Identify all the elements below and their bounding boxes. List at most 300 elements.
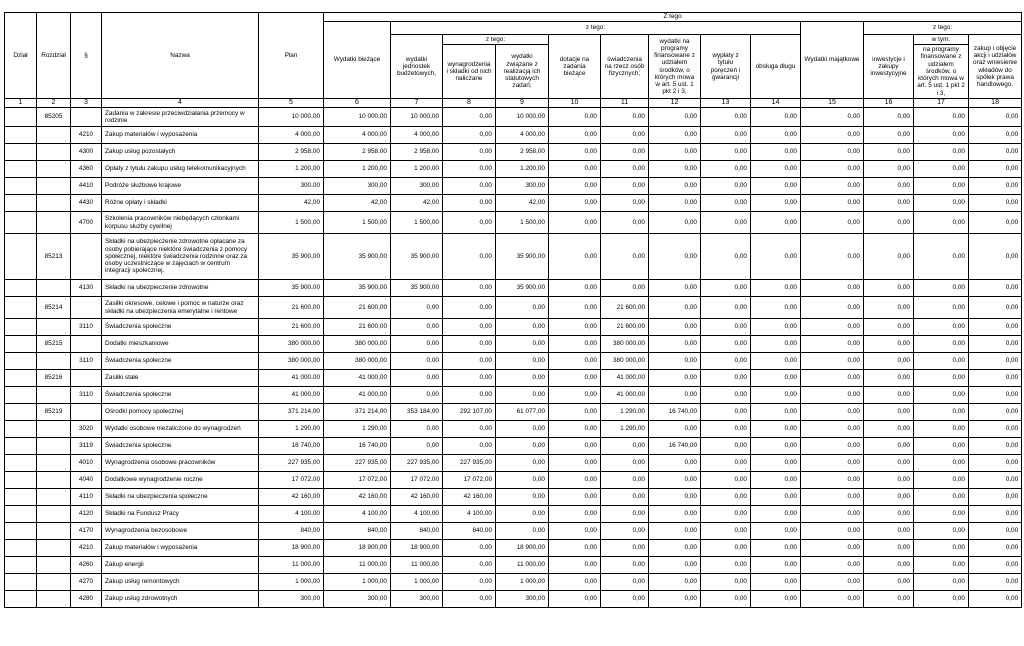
cell-value: 0,00 (701, 212, 751, 234)
cell-paragraf: 4210 (71, 540, 102, 557)
cell-value: 0,00 (914, 297, 969, 319)
cell-value: 0,00 (549, 195, 601, 212)
cell-value: 0,00 (649, 353, 701, 370)
column-number: 16 (864, 99, 914, 108)
cell-value: 0,00 (751, 195, 801, 212)
cell-value: 0,00 (864, 108, 914, 127)
cell-dzial (5, 144, 37, 161)
cell-value: 0,00 (549, 212, 601, 234)
cell-value: 0,00 (391, 438, 443, 455)
cell-value: 0,00 (914, 455, 969, 472)
cell-value: 42 160,00 (443, 489, 496, 506)
cell-value: 380 000,00 (601, 336, 649, 353)
cell-value: 0,00 (443, 212, 496, 234)
cell-value: 0,00 (914, 557, 969, 574)
cell-value: 1 290,00 (259, 421, 324, 438)
cell-rozdzial (37, 472, 71, 489)
cell-paragraf: 4130 (71, 280, 102, 297)
cell-value: 0,00 (801, 319, 864, 336)
cell-value: 0,00 (801, 108, 864, 127)
cell-value: 0,00 (864, 506, 914, 523)
cell-value: 0,00 (443, 161, 496, 178)
cell-value: 0,00 (443, 195, 496, 212)
cell-rozdzial (37, 195, 71, 212)
cell-paragraf: 4270 (71, 574, 102, 591)
cell-value: 0,00 (751, 489, 801, 506)
cell-value: 1 290,00 (601, 404, 649, 421)
cell-value: 0,00 (864, 421, 914, 438)
cell-value: 4 100,00 (443, 506, 496, 523)
cell-value: 42,00 (324, 195, 391, 212)
cell-value: 0,00 (701, 387, 751, 404)
cell-value: 0,00 (969, 161, 1022, 178)
cell-value: 0,00 (549, 336, 601, 353)
cell-rozdzial (37, 540, 71, 557)
cell-value: 0,00 (801, 195, 864, 212)
cell-dzial (5, 127, 37, 144)
cell-value: 0,00 (751, 472, 801, 489)
cell-dzial (5, 297, 37, 319)
cell-value: 0,00 (649, 212, 701, 234)
cell-value: 0,00 (864, 438, 914, 455)
cell-paragraf: 3110 (71, 353, 102, 370)
cell-value: 0,00 (649, 127, 701, 144)
cell-value: 0,00 (914, 195, 969, 212)
cell-value: 0,00 (751, 178, 801, 195)
cell-value: 0,00 (914, 161, 969, 178)
cell-value: 227 935,00 (443, 455, 496, 472)
header-paragraf: § (71, 13, 102, 99)
cell-value: 35 900,00 (259, 234, 324, 280)
cell-dzial (5, 387, 37, 404)
cell-value: 0,00 (701, 557, 751, 574)
cell-dzial (5, 212, 37, 234)
cell-value: 0,00 (601, 506, 649, 523)
cell-value: 0,00 (914, 387, 969, 404)
cell-nazwa: Zakup materiałów i wyposażenia (102, 540, 259, 557)
cell-value: 380 000,00 (601, 353, 649, 370)
cell-value: 35 900,00 (496, 234, 549, 280)
cell-dzial (5, 234, 37, 280)
cell-value: 0,00 (649, 557, 701, 574)
cell-value: 300,00 (324, 591, 391, 608)
header-z-tego: Z tego (324, 13, 1022, 22)
cell-paragraf (71, 370, 102, 387)
cell-value: 0,00 (969, 353, 1022, 370)
column-number: 7 (391, 99, 443, 108)
cell-value: 0,00 (549, 591, 601, 608)
cell-value: 0,00 (864, 234, 914, 280)
cell-value: 0,00 (549, 127, 601, 144)
cell-value: 0,00 (443, 336, 496, 353)
cell-dzial (5, 178, 37, 195)
cell-value: 0,00 (443, 574, 496, 591)
cell-value: 0,00 (751, 234, 801, 280)
cell-value: 0,00 (601, 455, 649, 472)
cell-value: 17 072,00 (443, 472, 496, 489)
cell-value: 41 000,00 (259, 370, 324, 387)
cell-value: 0,00 (701, 336, 751, 353)
cell-dzial (5, 506, 37, 523)
cell-value: 0,00 (649, 370, 701, 387)
cell-value: 0,00 (914, 591, 969, 608)
cell-value: 0,00 (751, 161, 801, 178)
cell-dzial (5, 421, 37, 438)
table-row (5, 591, 1022, 608)
table-row (5, 404, 1022, 421)
cell-value: 227 935,00 (391, 455, 443, 472)
table-row (5, 161, 1022, 178)
cell-value: 0,00 (701, 195, 751, 212)
cell-value: 0,00 (496, 523, 549, 540)
cell-rozdzial (37, 455, 71, 472)
cell-rozdzial: 85214 (37, 297, 71, 319)
cell-value: 0,00 (914, 336, 969, 353)
cell-value: 0,00 (443, 557, 496, 574)
cell-value: 0,00 (801, 161, 864, 178)
cell-nazwa: Dodatki mieszkaniowe (102, 336, 259, 353)
cell-value: 300,00 (259, 178, 324, 195)
cell-value: 0,00 (914, 421, 969, 438)
cell-value: 300,00 (259, 591, 324, 608)
cell-value: 0,00 (496, 438, 549, 455)
column-number: 4 (102, 99, 259, 108)
cell-value: 0,00 (969, 297, 1022, 319)
cell-value: 0,00 (969, 144, 1022, 161)
cell-value: 0,00 (701, 489, 751, 506)
cell-value: 0,00 (701, 144, 751, 161)
cell-value: 2 958,00 (496, 144, 549, 161)
cell-nazwa: Wynagrodzenia osobowe pracowników (102, 455, 259, 472)
cell-value: 0,00 (864, 574, 914, 591)
cell-value: 4 000,00 (324, 127, 391, 144)
cell-value: 0,00 (443, 280, 496, 297)
cell-value: 0,00 (969, 195, 1022, 212)
cell-value: 0,00 (969, 387, 1022, 404)
cell-value: 42 160,00 (391, 489, 443, 506)
header-wydatki-programy: wydatki na programy finansowane z udziałem środków, o których mowa w art. 5 ust. 1 pkt 2 i 3, (649, 35, 701, 99)
cell-value: 35 900,00 (391, 280, 443, 297)
cell-nazwa: Zakup usług pozostałych (102, 144, 259, 161)
table-row (5, 455, 1022, 472)
table-row (5, 557, 1022, 574)
cell-value: 0,00 (914, 144, 969, 161)
cell-paragraf: 4300 (71, 144, 102, 161)
cell-value: 0,00 (751, 404, 801, 421)
cell-value: 1 290,00 (324, 421, 391, 438)
cell-value: 0,00 (601, 523, 649, 540)
cell-rozdzial: 85219 (37, 404, 71, 421)
cell-paragraf: 4360 (71, 161, 102, 178)
cell-value: 0,00 (649, 540, 701, 557)
cell-value: 0,00 (649, 297, 701, 319)
cell-value: 0,00 (601, 280, 649, 297)
cell-nazwa: Zakup usług remontowych (102, 574, 259, 591)
cell-paragraf: 3110 (71, 387, 102, 404)
cell-value: 0,00 (649, 591, 701, 608)
header-rozdzial: Rozdział (37, 13, 71, 99)
cell-value: 0,00 (549, 438, 601, 455)
column-number: 1 (5, 99, 37, 108)
cell-value: 4 000,00 (496, 127, 549, 144)
column-number: 18 (969, 99, 1022, 108)
cell-value: 0,00 (969, 212, 1022, 234)
cell-value: 0,00 (391, 353, 443, 370)
cell-value: 11 000,00 (391, 557, 443, 574)
header-w-tym: w tym: (914, 35, 969, 45)
cell-value: 300,00 (324, 178, 391, 195)
cell-value: 16 740,00 (649, 438, 701, 455)
table-row (5, 387, 1022, 404)
cell-value: 0,00 (649, 195, 701, 212)
cell-paragraf (71, 404, 102, 421)
cell-value: 0,00 (801, 421, 864, 438)
cell-rozdzial (37, 161, 71, 178)
cell-value: 0,00 (914, 319, 969, 336)
cell-value: 840,00 (259, 523, 324, 540)
column-number: 2 (37, 99, 71, 108)
cell-value: 4 100,00 (259, 506, 324, 523)
cell-value: 0,00 (969, 421, 1022, 438)
cell-value: 17 072,00 (391, 472, 443, 489)
cell-value: 0,00 (751, 336, 801, 353)
cell-value: 0,00 (914, 353, 969, 370)
cell-rozdzial (37, 387, 71, 404)
cell-value: 10 000,00 (496, 108, 549, 127)
cell-paragraf: 4170 (71, 523, 102, 540)
cell-value: 0,00 (751, 506, 801, 523)
cell-value: 292 107,00 (443, 404, 496, 421)
table-row (5, 353, 1022, 370)
cell-dzial (5, 438, 37, 455)
cell-value: 1 500,00 (324, 212, 391, 234)
cell-value: 0,00 (801, 438, 864, 455)
cell-value: 0,00 (701, 506, 751, 523)
cell-value: 0,00 (969, 370, 1022, 387)
cell-value: 0,00 (864, 319, 914, 336)
column-number: 17 (914, 99, 969, 108)
cell-value: 1 000,00 (324, 574, 391, 591)
cell-value: 0,00 (914, 489, 969, 506)
cell-value: 0,00 (969, 455, 1022, 472)
header-wydatki-zwiazane: wydatki związane z realizacją ich statutowych zadań; (496, 45, 549, 99)
cell-nazwa: Podróże służbowe krajowe (102, 178, 259, 195)
cell-value: 0,00 (549, 574, 601, 591)
cell-value: 0,00 (864, 370, 914, 387)
table-row (5, 523, 1022, 540)
cell-value: 4 000,00 (259, 127, 324, 144)
cell-value: 0,00 (496, 506, 549, 523)
cell-paragraf (71, 297, 102, 319)
cell-value: 0,00 (864, 387, 914, 404)
cell-rozdzial (37, 280, 71, 297)
cell-value: 0,00 (969, 178, 1022, 195)
cell-value: 16 740,00 (259, 438, 324, 455)
cell-nazwa: Składki na Fundusz Pracy (102, 506, 259, 523)
cell-rozdzial (37, 591, 71, 608)
header-dotacje: dotacje na zadania bieżące (549, 35, 601, 99)
cell-value: 1 500,00 (496, 212, 549, 234)
cell-nazwa: Wydatki osobowe niezaliczone do wynagrodzeń (102, 421, 259, 438)
cell-value: 0,00 (649, 319, 701, 336)
cell-value: 0,00 (801, 489, 864, 506)
cell-dzial (5, 319, 37, 336)
cell-value: 0,00 (914, 438, 969, 455)
cell-value: 0,00 (864, 161, 914, 178)
cell-dzial (5, 574, 37, 591)
cell-value: 0,00 (496, 455, 549, 472)
cell-value: 0,00 (496, 336, 549, 353)
cell-value: 0,00 (549, 506, 601, 523)
table-row (5, 319, 1022, 336)
cell-rozdzial (37, 319, 71, 336)
cell-value: 0,00 (549, 108, 601, 127)
cell-value: 11 000,00 (496, 557, 549, 574)
cell-paragraf: 4280 (71, 591, 102, 608)
cell-nazwa: Opłaty z tytułu zakupu usług telekomunikacyjnych (102, 161, 259, 178)
cell-value: 35 900,00 (259, 280, 324, 297)
table-row (5, 212, 1022, 234)
cell-value: 0,00 (601, 161, 649, 178)
cell-value: 0,00 (969, 574, 1022, 591)
cell-value: 0,00 (649, 161, 701, 178)
cell-value: 0,00 (601, 144, 649, 161)
cell-value: 0,00 (914, 370, 969, 387)
cell-value: 0,00 (914, 540, 969, 557)
cell-value: 0,00 (701, 455, 751, 472)
cell-value: 0,00 (649, 489, 701, 506)
cell-value: 0,00 (549, 280, 601, 297)
budget-table (4, 12, 1022, 608)
cell-value: 380 000,00 (259, 336, 324, 353)
table-row (5, 234, 1022, 280)
cell-value: 0,00 (601, 178, 649, 195)
cell-value: 0,00 (801, 574, 864, 591)
table-row (5, 438, 1022, 455)
cell-value: 0,00 (649, 108, 701, 127)
cell-nazwa: Świadczenia społeczne (102, 387, 259, 404)
cell-value: 0,00 (443, 144, 496, 161)
cell-nazwa: Zakup usług zdrowotnych (102, 591, 259, 608)
table-row (5, 574, 1022, 591)
cell-rozdzial (37, 353, 71, 370)
cell-value: 41 000,00 (259, 387, 324, 404)
cell-rozdzial (37, 127, 71, 144)
cell-value: 42,00 (391, 195, 443, 212)
cell-value: 0,00 (649, 144, 701, 161)
budget-expenditure-sheet (4, 12, 1021, 608)
cell-nazwa: Ośrodki pomocy społecznej (102, 404, 259, 421)
cell-value: 0,00 (914, 212, 969, 234)
cell-value: 0,00 (701, 108, 751, 127)
cell-value: 0,00 (601, 540, 649, 557)
cell-value: 0,00 (751, 144, 801, 161)
cell-rozdzial (37, 438, 71, 455)
cell-value: 0,00 (649, 455, 701, 472)
cell-value: 840,00 (443, 523, 496, 540)
column-number: 14 (751, 99, 801, 108)
cell-value: 0,00 (549, 370, 601, 387)
cell-paragraf: 4210 (71, 127, 102, 144)
cell-value: 0,00 (914, 127, 969, 144)
cell-value: 1 000,00 (496, 574, 549, 591)
cell-value: 18 900,00 (496, 540, 549, 557)
table-row (5, 336, 1022, 353)
header-z-tego-biezace: z tego: (391, 22, 801, 35)
cell-value: 0,00 (969, 234, 1022, 280)
cell-value: 0,00 (391, 387, 443, 404)
cell-value: 0,00 (969, 108, 1022, 127)
cell-value: 0,00 (914, 523, 969, 540)
cell-value: 0,00 (443, 108, 496, 127)
cell-value: 0,00 (701, 370, 751, 387)
column-number: 10 (549, 99, 601, 108)
cell-value: 380 000,00 (259, 353, 324, 370)
cell-value: 0,00 (549, 178, 601, 195)
cell-value: 0,00 (549, 387, 601, 404)
cell-value: 0,00 (801, 591, 864, 608)
cell-value: 0,00 (969, 557, 1022, 574)
cell-dzial (5, 404, 37, 421)
cell-nazwa: Składki na ubezpieczenia społeczne (102, 489, 259, 506)
cell-paragraf: 3110 (71, 319, 102, 336)
cell-value: 0,00 (969, 540, 1022, 557)
cell-value: 0,00 (701, 178, 751, 195)
cell-nazwa: Świadczenia społeczne (102, 319, 259, 336)
cell-value: 0,00 (701, 353, 751, 370)
cell-value: 0,00 (649, 472, 701, 489)
cell-value: 0,00 (701, 297, 751, 319)
table-row (5, 195, 1022, 212)
cell-dzial (5, 108, 37, 127)
cell-value: 0,00 (864, 523, 914, 540)
cell-value: 0,00 (549, 297, 601, 319)
cell-value: 0,00 (549, 523, 601, 540)
cell-value: 21 600,00 (259, 297, 324, 319)
cell-nazwa: Składki na ubezpieczenie zdrowotne (102, 280, 259, 297)
cell-value: 21 600,00 (324, 297, 391, 319)
cell-value: 0,00 (649, 280, 701, 297)
cell-value: 0,00 (549, 455, 601, 472)
header-inwestycje: inwestycje i zakupy inwestycyjne (864, 35, 914, 99)
cell-nazwa: Świadczenia społeczne (102, 353, 259, 370)
cell-value: 21 600,00 (259, 319, 324, 336)
cell-value: 0,00 (549, 234, 601, 280)
cell-value: 0,00 (969, 336, 1022, 353)
cell-value: 0,00 (864, 557, 914, 574)
cell-value: 1 290,00 (601, 421, 649, 438)
cell-value: 11 000,00 (324, 557, 391, 574)
table-row (5, 489, 1022, 506)
cell-value: 0,00 (701, 523, 751, 540)
column-number: 8 (443, 99, 496, 108)
cell-value: 0,00 (864, 455, 914, 472)
cell-value: 0,00 (801, 353, 864, 370)
table-row (5, 297, 1022, 319)
cell-value: 0,00 (601, 212, 649, 234)
cell-value: 0,00 (914, 178, 969, 195)
cell-value: 0,00 (649, 574, 701, 591)
cell-dzial (5, 591, 37, 608)
cell-value: 0,00 (496, 472, 549, 489)
cell-value: 380 000,00 (324, 353, 391, 370)
cell-value: 0,00 (391, 370, 443, 387)
cell-value: 0,00 (496, 421, 549, 438)
cell-value: 1 000,00 (391, 574, 443, 591)
cell-value: 41 000,00 (324, 387, 391, 404)
cell-value: 21 600,00 (601, 319, 649, 336)
cell-value: 0,00 (751, 108, 801, 127)
